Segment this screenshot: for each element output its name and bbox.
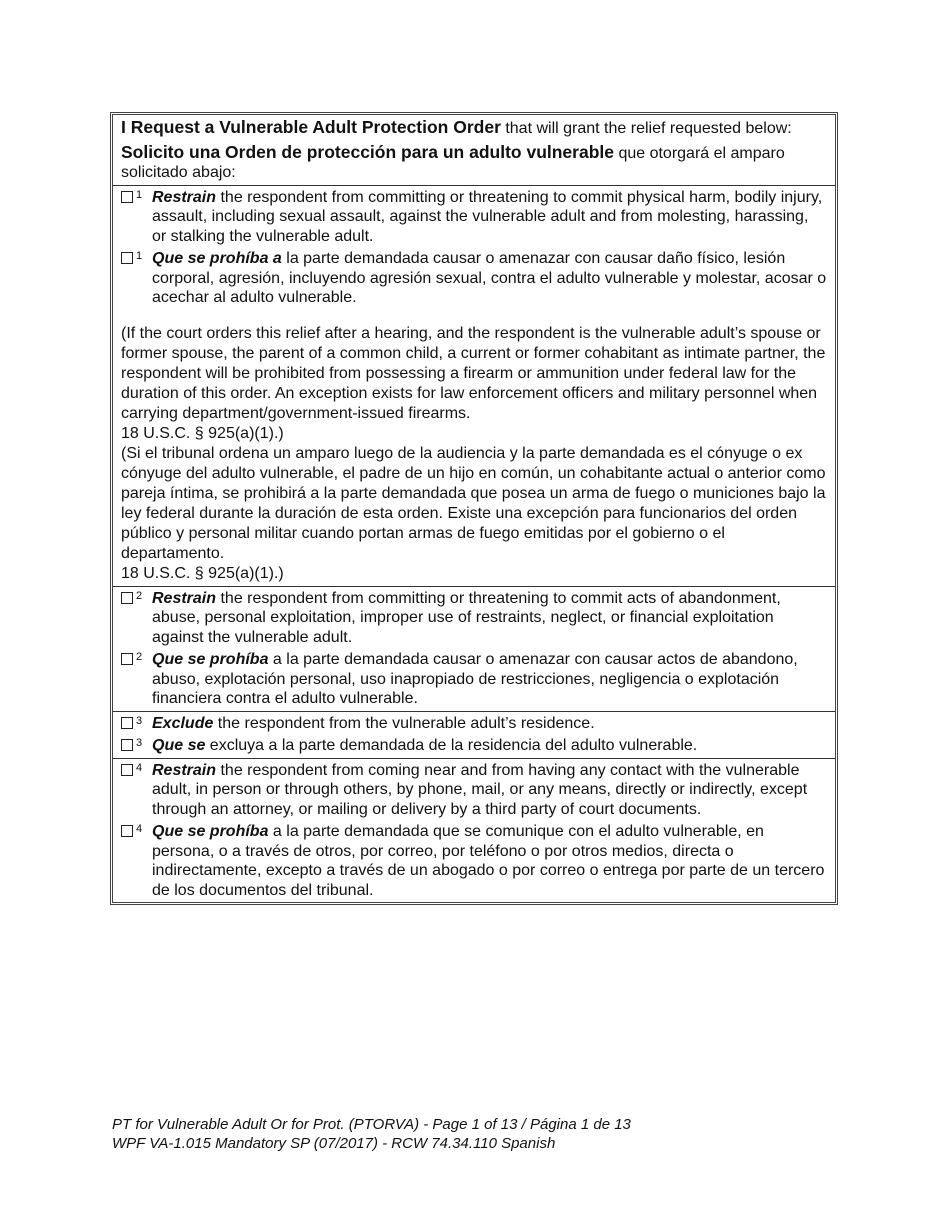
relief-item-1-spanish xyxy=(121,249,827,308)
footer-line-2: WPF VA-1.015 Mandatory SP (07/2017) - RCW 74.34.110 Spanish xyxy=(112,1135,556,1152)
item-number: 4 xyxy=(136,823,143,835)
item-number: 2 xyxy=(136,589,143,602)
relief-section-1 xyxy=(113,186,835,587)
firearm-note-english: (If the court orders this relief after a hearing, and the respondent is the vulnerable adult’s spouse or former spouse, the parent of a common child, a current or former cohabitant as intimate partner, the respondent will be prohibited from possessing a firearm or ammunition under federal law for the duration of this order. An exception exists for law enforcement officers and military personnel when carrying department/government-issued firearms. xyxy=(121,324,826,422)
checkbox-relief-2-es[interactable] xyxy=(121,653,133,665)
relief-section-3 xyxy=(113,712,835,759)
item-text: Que se prohíba a la parte demandada que se comunique con el adulto vulnerable, en persona, o a través de otros, por correo, por teléfono o por otros medios, directa o indirectamente, excepto a través de un abogado o por correo o entrega por parte de un tercero de los documentos del tribunal. xyxy=(152,823,825,899)
checkbox-relief-2-en[interactable] xyxy=(121,592,133,604)
footer-line-1: PT for Vulnerable Adult Or for Prot. (PTORVA) - Page 1 of 13 / Página 1 de 13 xyxy=(112,1116,631,1133)
header-english: I Request a Vulnerable Adult Protection Order that will grant the relief requested below: xyxy=(121,117,792,137)
firearm-note xyxy=(121,308,827,584)
firearm-note-spanish: (Si el tribunal ordena un amparo luego de la audiencia y la parte demandada es el cónyuge o ex cónyuge del adulto vulnerable, el padre de un hijo en común, un cohabitante actual o anterior como pareja íntima, se prohibirá a la parte demandada que posea un arma de fuego o municiones bajo la ley federal durante la duración de esta orden. Existe una excepción para funcionarios del orden público y personal militar cuando portan armas de fuego emitidas por el gobierno o el departamento. xyxy=(121,444,826,562)
item-number: 4 xyxy=(136,761,143,774)
page-footer xyxy=(112,1115,631,1153)
checkbox-relief-1-en[interactable] xyxy=(121,191,133,203)
checkbox-relief-3-en[interactable] xyxy=(121,717,133,729)
item-number: 3 xyxy=(136,714,143,727)
item-text: Que se prohíba a la parte demandada causar o amenazar con causar daño físico, lesión corporal, agresión, incluyendo agresión sexual, contra el adulto vulnerable y molestar, acosar o acechar al adulto vulnerable. xyxy=(152,250,827,306)
item-number: 1 xyxy=(136,188,143,201)
form-header xyxy=(113,115,835,186)
checkbox-relief-4-en[interactable] xyxy=(121,764,133,776)
checkbox-relief-4-es[interactable] xyxy=(121,825,133,837)
relief-section-2 xyxy=(113,587,835,712)
relief-item-1-english xyxy=(121,188,827,247)
firearm-note-spanish-cite: 18 U.S.C. § 925(a)(1).) xyxy=(121,564,284,582)
item-text: Restrain the respondent from committing or threatening to commit physical harm, bodily injury, assault, including sexual assault, against the vulnerable adult and from molesting, harassing, or stalking the vulnerable adult. xyxy=(152,188,823,245)
relief-request-form xyxy=(110,112,838,905)
item-text: Restrain the respondent from coming near and from having any contact with the vulnerable adult, in person or through others, by phone, mail, or any means, directly or indirectly, except through an attorney, or mailing or delivery by a third party of court documents. xyxy=(152,761,808,818)
firearm-note-english-cite: 18 U.S.C. § 925(a)(1).) xyxy=(121,424,284,442)
item-number: 1 xyxy=(136,250,143,262)
item-text: Que se prohíba a la parte demandada causar o amenazar con causar actos de abandono, abuso, explotación personal, uso inapropiado de restricciones, negligencia o explotación financiera contra el adulto vulnerable. xyxy=(152,651,798,707)
relief-item-3-spanish xyxy=(121,736,827,756)
relief-item-3-english xyxy=(121,714,827,734)
checkbox-relief-1-es[interactable] xyxy=(121,252,133,264)
item-text: Exclude the respondent from the vulnerable adult’s residence. xyxy=(152,714,595,732)
checkbox-relief-3-es[interactable] xyxy=(121,739,133,751)
item-text: Restrain the respondent from committing or threatening to commit acts of abandonment, abuse, personal exploitation, improper use of restraints, neglect, or financial exploitation against the vulnerable adult. xyxy=(152,589,781,646)
header-spanish: Solicito una Orden de protección para un adulto vulnerable que otorgará el amparo solicitado abajo: xyxy=(121,141,785,181)
relief-item-2-spanish xyxy=(121,650,827,709)
item-number: 3 xyxy=(136,737,143,749)
relief-section-4 xyxy=(113,759,835,903)
relief-item-2-english xyxy=(121,589,827,648)
item-number: 2 xyxy=(136,651,143,663)
relief-item-4-english xyxy=(121,761,827,820)
item-text: Que se excluya a la parte demandada de la residencia del adulto vulnerable. xyxy=(152,737,698,754)
relief-item-4-spanish xyxy=(121,822,827,900)
